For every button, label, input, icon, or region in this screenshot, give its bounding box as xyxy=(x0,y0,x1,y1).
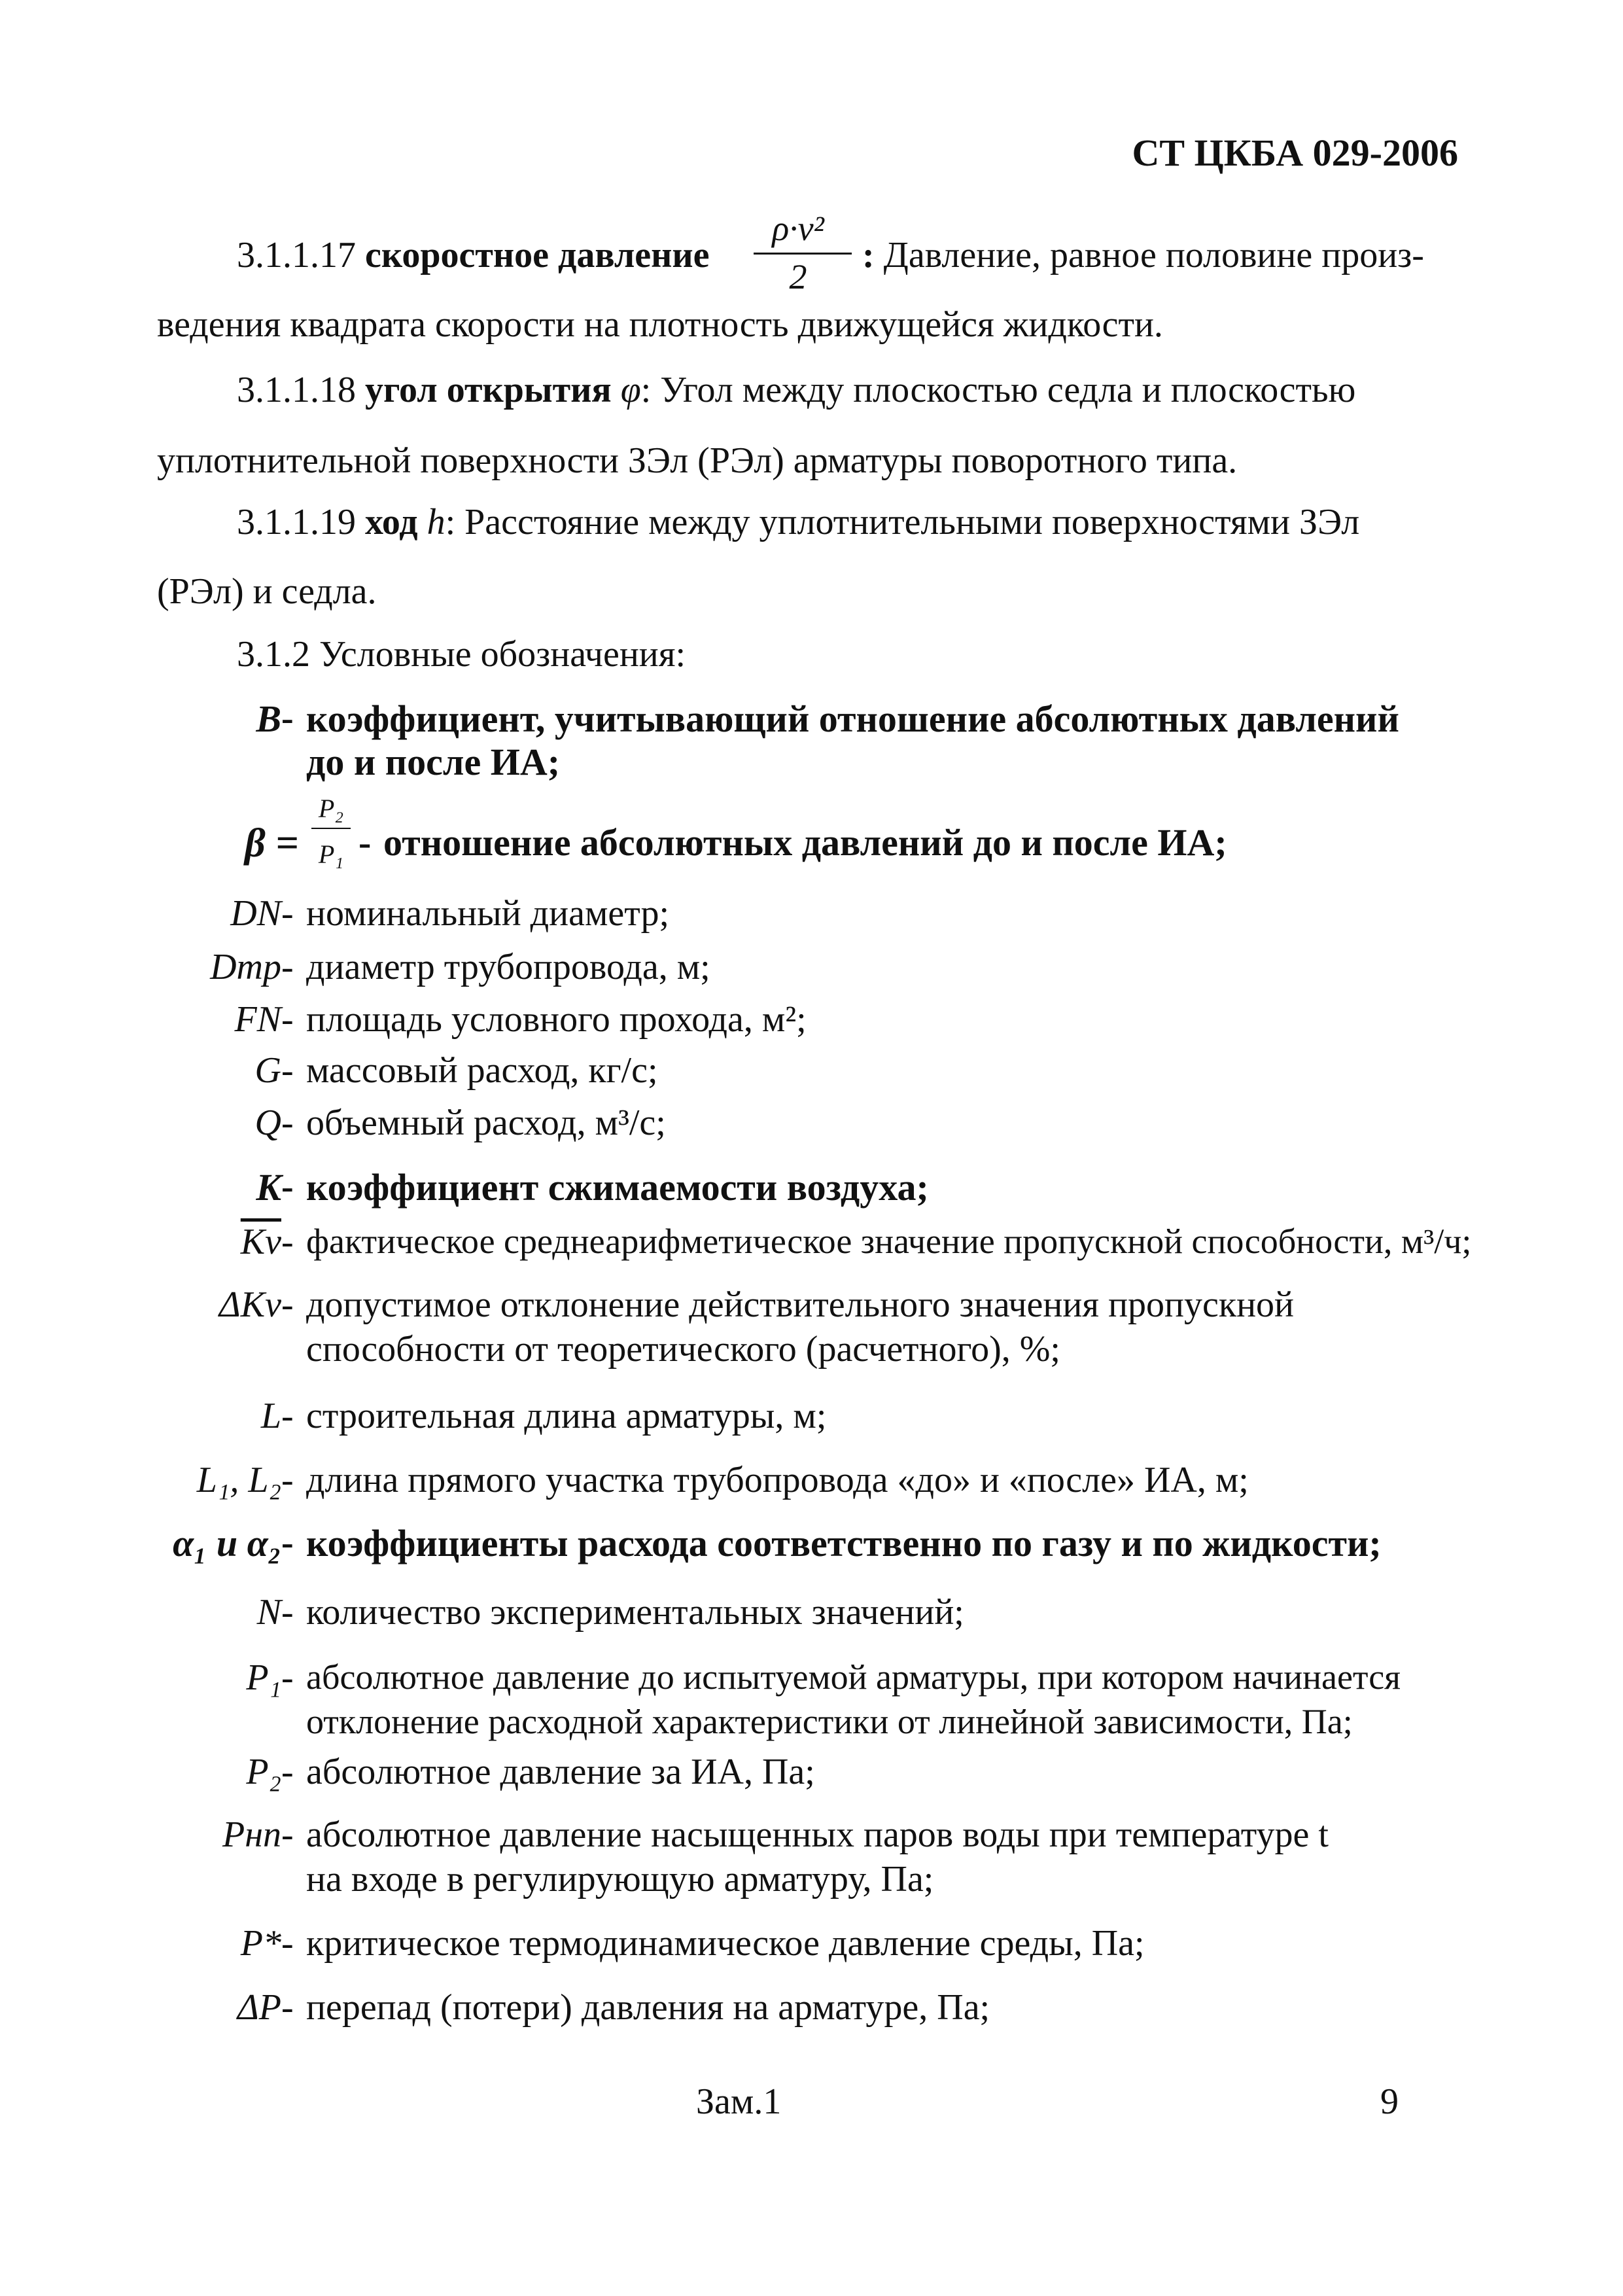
symbol-q: Q xyxy=(254,1103,281,1143)
beta-dash: - xyxy=(358,821,372,864)
symbol-p-sat: Pнп xyxy=(222,1814,281,1855)
beta-numerator: P₂ xyxy=(318,794,344,823)
symbol-definition: абсолютное давление насыщенных паров воды при температуре t xyxy=(306,1814,1329,1855)
symbol-dash: - xyxy=(281,1923,294,1964)
symbol-dash: - xyxy=(281,1814,294,1855)
symbol-definition: перепад (потери) давления на арматуре, Па; xyxy=(306,1987,990,2028)
page-number: 9 xyxy=(1380,2081,1399,2122)
section-title: 3.1.2 Условные обозначения: xyxy=(237,634,686,675)
document-code: СТ ЦКБА 029-2006 xyxy=(1132,132,1458,174)
symbol-definition-cont: способности от теоретического (расчетного), %; xyxy=(306,1329,1060,1369)
symbol-dash: - xyxy=(281,1167,294,1207)
symbol-dash: - xyxy=(281,1460,294,1500)
symbol-definition: площадь условного прохода, м²; xyxy=(306,999,807,1040)
symbol-definition: диаметр трубопровода, м; xyxy=(306,947,710,987)
symbol-definition: коэффициенты расхода соответственно по газу и по жидкости; xyxy=(306,1522,1382,1564)
symbol-definition: номинальный диаметр; xyxy=(306,893,669,934)
formula-numerator: ρ·v² xyxy=(772,209,824,248)
change-note: Зам.1 xyxy=(696,2081,782,2122)
symbol-p1: P₁ xyxy=(246,1657,281,1698)
term-3-1-1-17-definition: : Давление, равное половине произ- xyxy=(862,235,1424,275)
symbol-dash: - xyxy=(281,1396,294,1436)
symbol-g: G xyxy=(254,1050,281,1091)
symbol-dash: - xyxy=(281,1222,294,1262)
symbol-definition: коэффициент, учитывающий отношение абсолютных давлений xyxy=(306,698,1399,740)
beta-denominator: P₁ xyxy=(318,839,344,869)
symbol-dash: - xyxy=(281,893,294,934)
symbol-dash: - xyxy=(281,1752,294,1792)
symbol-dash: - xyxy=(281,1592,294,1633)
symbol-dash: - xyxy=(281,1050,294,1091)
symbol-delta-p: ΔP xyxy=(237,1987,281,2028)
symbol-definition: количество экспериментальных значений; xyxy=(306,1592,964,1633)
fraction-bar xyxy=(754,253,852,255)
symbol-p-critical: P* xyxy=(240,1923,281,1964)
symbol-alpha: α₁ и α₂ xyxy=(173,1522,281,1564)
symbol-fn: FN xyxy=(234,999,281,1040)
symbol-definition: длина прямого участка трубопровода «до» и «после» ИА, м; xyxy=(306,1460,1249,1500)
symbol-dash: - xyxy=(281,947,294,987)
symbol-definition: абсолютное давление до испытуемой арматуры, при котором начинается xyxy=(306,1657,1401,1697)
term-3-1-1-17-line1 xyxy=(237,237,710,274)
symbol-dash: - xyxy=(281,1987,294,2028)
term-3-1-1-18-line2: уплотнительной поверхности ЗЭл (РЭл) арматуры поворотного типа. xyxy=(157,440,1238,481)
formula-denominator: 2 xyxy=(789,257,807,296)
symbol-definition-cont: до и после ИА; xyxy=(306,741,561,783)
symbol-definition: критическое термодинамическое давление среды, Па; xyxy=(306,1923,1145,1964)
beta-definition: отношение абсолютных давлений до и после ИА; xyxy=(383,821,1227,864)
symbol-dash: - xyxy=(281,1284,294,1325)
symbol-definition: абсолютное давление за ИА, Па; xyxy=(306,1752,815,1792)
symbol-definition: коэффициент сжимаемости воздуха; xyxy=(306,1166,929,1209)
symbol-dash: - xyxy=(281,999,294,1040)
symbol-kv-mean: $\overline{Kv}$ xyxy=(240,1222,281,1262)
symbol-dash: - xyxy=(281,698,294,739)
term-3-1-1-18-line1: 3.1.1.18 угол открытия φ: Угол между плоскостью седла и плоскостью xyxy=(237,370,1356,410)
symbol-delta-kv: ΔKv xyxy=(218,1284,281,1325)
term-3-1-1-19-line2: (РЭл) и седла. xyxy=(157,571,377,612)
symbol-b: B xyxy=(256,698,281,740)
symbol-definition: фактическое среднеарифметическое значение пропускной способности, м³/ч; xyxy=(306,1222,1472,1261)
term-3-1-1-19-line1: 3.1.1.19 ход h: Расстояние между уплотнительными поверхностями ЗЭл xyxy=(237,502,1360,542)
symbol-definition: объемный расход, м³/с; xyxy=(306,1103,666,1143)
symbol-dash: - xyxy=(281,1103,294,1143)
beta-fraction-bar xyxy=(311,828,351,829)
symbol-definition-cont: на входе в регулирующую арматуру, Па; xyxy=(306,1859,934,1899)
term-3-1-1-17-line2: ведения квадрата скорости на плотность движущейся жидкости. xyxy=(157,304,1163,345)
symbol-l: L xyxy=(260,1396,281,1436)
symbol-n: N xyxy=(256,1592,281,1633)
symbol-dash: - xyxy=(281,1523,294,1563)
symbol-definition: массовый расход, кг/с; xyxy=(306,1050,658,1091)
symbol-p2: P₂ xyxy=(246,1752,281,1792)
clause-number: 3.1.1.17 xyxy=(237,235,356,275)
symbol-definition-cont: отклонение расходной характеристики от линейной зависимости, Па; xyxy=(306,1702,1353,1741)
symbol-beta: β = xyxy=(245,821,299,866)
symbol-dn: DN xyxy=(230,893,281,934)
symbol-definition: строительная длина арматуры, м; xyxy=(306,1396,827,1436)
symbol-dash: - xyxy=(281,1657,294,1698)
symbol-definition: допустимое отклонение действительного значения пропускной xyxy=(306,1284,1295,1325)
term-name: скоростное давление xyxy=(365,235,710,275)
symbol-k: K xyxy=(256,1166,281,1209)
symbol-l1-l2: L₁, L₂ xyxy=(196,1460,281,1500)
symbol-dmp: Dmp xyxy=(210,947,281,987)
